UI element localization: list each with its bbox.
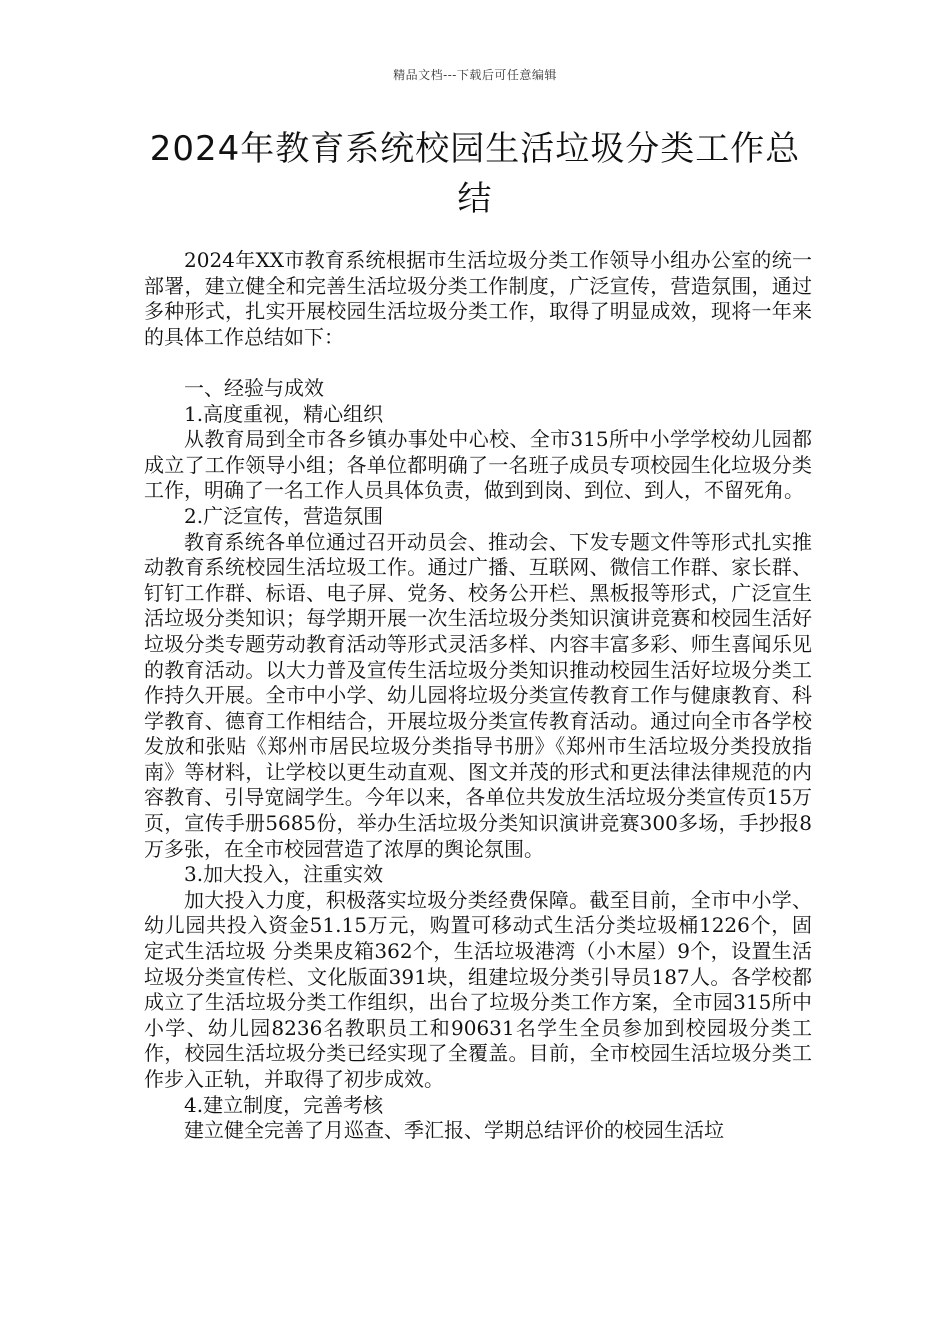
subsection-heading: 1.高度重视，精心组织 (184, 401, 384, 426)
body-paragraph: 教育系统各单位通过召开动员会、推动会、下发专题文件等形式扎实推动教育系统校园生活垃圾工作。通过广播、互联网、微信工作群、家长群、钉钉工作群、标语、电子屏、党务、校务公开栏、黑板报等形式，广泛宣生活垃圾分类知识；每学期开展一次生活垃圾分类知识演讲竞赛和校园生活好垃圾分类专题劳动教育活动等形式灵活多样、内容丰富多彩、师生喜闻乐见的教育活动。以大力普及宣传生活垃圾分类知识推动校园生活好垃圾分类工作持久开展。全市中小学、幼儿园将垃圾分类宣传教育工作与健康教育、科学教育、德育工作相结合，开展垃圾分类宣传教育活动。通过向全市各学校发放和张贴《郑州市居民垃圾分类指导书册》《郑州市生活垃圾分类投放指南》等材料，让学校以更生动直观、图文并茂的形式和更法律法律规范的内容教育、引导宽阔学生。今年以来，各单位共发放生活垃圾分类宣传页15万页，宣传手册5685份，举办生活垃圾分类知识演讲竞赛300多场，手抄报8万多张，在全市校园营造了浓厚的舆论氛围。 (144, 529, 812, 861)
paragraph-gap (144, 350, 812, 376)
subsection-heading: 3.加大投入，注重实效 (184, 862, 384, 887)
header-note: 精品文档---下载后可任意编辑 (393, 68, 557, 82)
body-paragraph: 加大投入力度，积极落实垃圾分类经费保障。截至目前，全市中小学、幼儿园共投入资金51.15万元，购置可移动式生活分类垃圾桶1226个，固定式生活垃圾 分类果皮箱362个，生活垃圾港湾（小木屋）9个，设置生活垃圾分类宣传栏、文化版面391块，组建垃圾分类引导员187人。各学校都成立了生活垃圾分类工作组织，出台了垃圾分类工作方案，全市园315所中小学、幼儿园8236名教职员工和90631名学生全员参加到校园圾分类工作，校园生活垃圾分类已经实现了全覆盖。目前，全市校园生活垃圾分类工作步入正轨，并取得了初步成效。 (144, 887, 812, 1091)
subsection-heading: 2.广泛宣传，营造氛围 (184, 503, 384, 528)
document-title: 2024年教育系统校园生活垃圾分类工作总结 (149, 129, 801, 219)
body-paragraph: 建立健全完善了月巡查、季汇报、学期总结评价的校园生活垃 (184, 1118, 724, 1143)
subsection-heading: 4.建立制度，完善考核 (184, 1092, 384, 1117)
body-paragraph: 从教育局到全市各乡镇办事处中心校、全市315所中小学学校幼儿园都成立了工作领导小组；各单位都明确了一名班子成员专项校园生化垃圾分类工作，明确了一名工作人员具体负责，做到到岗、到位、到人，不留死角。 (144, 427, 812, 503)
intro-paragraph: 2024年XX市教育系统根据市生活垃圾分类工作领导小组办公室的统一部署，建立健全和完善生活垃圾分类工作制度，广泛宣传，营造氛围，通过多种形式，扎实开展校园生活垃圾分类工作，取得了明显成效，现将一年来的具体工作总结如下： (144, 248, 812, 349)
document-body (144, 248, 812, 1144)
section-heading: 一、经验与成效 (184, 375, 324, 400)
